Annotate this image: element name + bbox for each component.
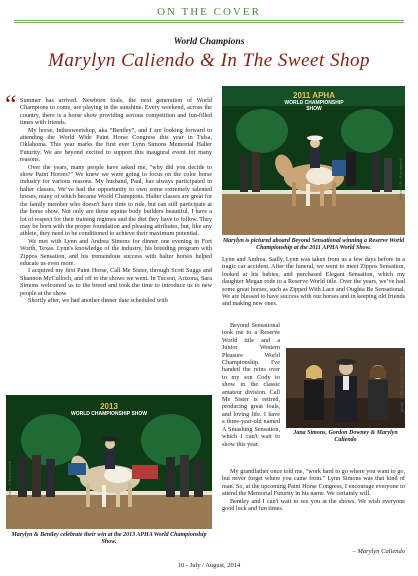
header-rule-bottom (14, 22, 404, 23)
article-title: Marylyn Caliendo & In The Sweet Shop (48, 50, 370, 71)
banner-line: WORLD CHAMPIONSHIP SHOW (70, 411, 148, 417)
paragraph: Beyond Sensational took me to a Reserve World title and a Junior Western Pleasure World Championship. I've handed the reins over to my son Cody to show in the classic amateur division. Call Me Sister is retired, producing great foals, and loving life. I have a three-year-old named A Smashing Sensation, which I can't wait to show this year. (222, 322, 280, 448)
signature: – Marylyn Caliendo (352, 548, 405, 555)
photo-caption: Marylyn is pictured aboard Beyond Sensational winning a Reserve World Championship at the 2011 APHA World Show. (222, 238, 405, 251)
photo-banner-text (70, 403, 148, 417)
paragraph: My grandfather once told me, "work hard to go where you want to go, but never forget where you came from." Lynn Simons was that kind of man. So, at the upcoming Paint Horse Congress, I encourage everyone to attend the Memorial Futurity in his name. We certainly will. (222, 468, 405, 498)
right-column-bottom (222, 468, 405, 512)
paragraph: Bentley and I can't wait to see you at the shows. We wish everyone good luck and fun times. (222, 497, 405, 513)
photo-credit: photo ©The Equine Chronicle (399, 356, 404, 413)
page-footer: 10 - July / August, 2014 (177, 562, 241, 569)
paragraph: Shortly after, we had another dinner date scheduled with (28, 296, 168, 304)
paragraph: We met with Lynn and Andrea Simons for dinner one evening in Fort Worth, Texas. Lynn's knowledge of the industry, his breeding program with Zippos Sensation, and his tremendous success with halter horses helped educate us even more. (20, 237, 212, 267)
paragraph: I acquired my first Paint Horse, Call Me Sister, through Scott Suggs and Shannon McCulloch, and off to the shows we went. In Tucson, Arizona, Sara Simons welcomed us to the breed and took the time to introduce us to new people at the show. (20, 267, 212, 297)
photo-credit: photo ©Kaczmarek (7, 461, 12, 498)
article-subtitle: World Champions (173, 37, 245, 47)
photo-caption: Marylyn & Bentley celebrate their win at the 2013 APHA World Championship Show. (11, 532, 207, 545)
photo-banner-text (277, 92, 351, 112)
section-label: ON THE COVER (157, 6, 261, 18)
photo-credit: photo ©K. Kaczmarek (398, 158, 403, 201)
photo-simons-downey-caliendo (286, 348, 405, 428)
paragraph: Summer has arrived. Newborn foals, the next generation of World Champions to come, are playing in the sunshine. Every weekend, across the country, there is a horse show providing serious competition and fun-filled times with friends. (20, 97, 212, 127)
photo-caption: Jana Simons, Gordon Downey & Marylyn Caliendo (293, 430, 398, 443)
banner-line: 2013 (100, 402, 118, 411)
paragraph: Over the years, many people have asked me, "why did you decide to show Paint Horses?" We knew we were going to focus on the color horse industry for various reasons. My husband, Paul, has always participated in halter classes. We’ve had the opportunity to own some extremely talented horses, many of which became World Champions. Halter classes are great for the family member who doesn't have time to ride, but can still participate at the horse show. Not only are these equine body builders beautiful, I have a lot of respect for their training regimes and the diet they have to follow. They may be born with the proper foundation and pleasing attributes, but, like any athlete, they need to be conditioned to achieve their maximum potential. (20, 163, 212, 238)
header-rule-top (14, 20, 404, 21)
paragraph: My horse, Inthesweetshop, aka “Bentley”, and I are looking forward to attending the World Wide Paint Horse Congress this year in Tulsa, Oklahoma. This year marks the first ever Lynn Simons Memorial Halter Futurity. We are beyond excited to support this inaugural event for many reasons. (20, 126, 212, 164)
paragraph: Lynn and Andrea. Sadly, Lynn was taken from us a few days before in a tragic car accident. After the funeral, we went to meet Zippos Sensation, looked at his babies, and purchased Elegant Sensation, which my daughter Megan rode to a Reserve World title. Over the years, we’ve had some great horses, such as Zipped With Lace and Oughta Be Sensational. We are blessed to have success with our horses and in keeping old friends and making new ones. (222, 256, 405, 308)
right-column-narrow (222, 322, 280, 448)
left-column (20, 97, 212, 304)
banner-line: 2011 APHA (293, 91, 335, 100)
photo-scene (286, 348, 405, 428)
photo-beyond-sensational (222, 86, 405, 235)
banner-line: WORLD CHAMPIONSHIP SHOW (284, 100, 344, 112)
right-column-top (222, 256, 405, 308)
photo-bentley-2013 (6, 395, 212, 529)
opening-quote-mark: “ (5, 90, 17, 119)
